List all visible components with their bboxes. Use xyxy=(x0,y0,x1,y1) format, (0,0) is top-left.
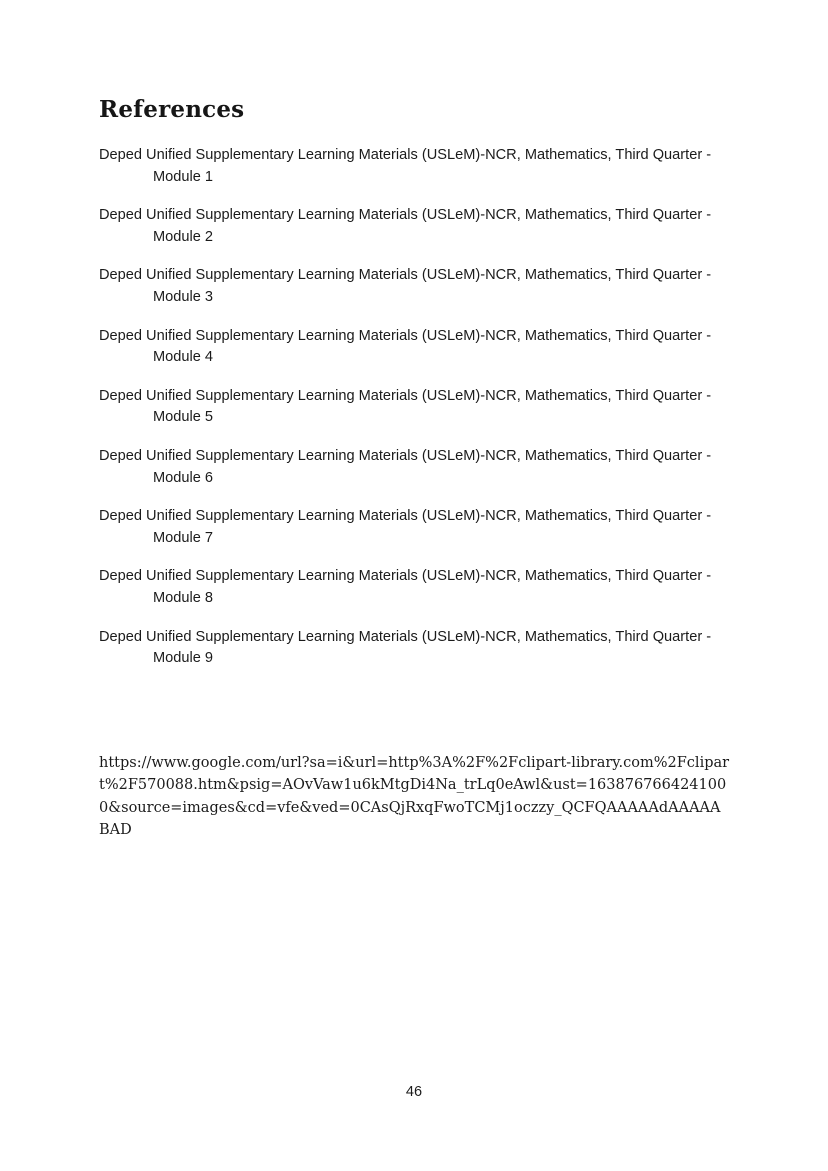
page-number: 46 xyxy=(405,1084,423,1100)
list-item: Deped Unified Supplementary Learning Materials (USLeM)-NCR, Mathematics, Third Quarter - Module 5 xyxy=(99,387,712,426)
reference-list xyxy=(99,145,729,670)
list-item: Deped Unified Supplementary Learning Materials (USLeM)-NCR, Mathematics, Third Quarter - Module 8 xyxy=(99,568,712,606)
page-title: References xyxy=(99,96,245,123)
source-url-text: https://www.google.com/url?sa=i&url=http%3A%2F%2Fclipart-library.com%2Fclipart%2F570088.htm&psig=AOvVaw1u6kMtgDi4Na_trLq0eAwl&ust=1638767664241000&source=images&cd=vfe&ved=0CAsQjRxqFwoTCMj1oczzy_QCFQAAAAAdAAAAABAD xyxy=(99,754,730,839)
list-item: Deped Unified Supplementary Learning Materials (USLeM)-NCR, Mathematics, Third Quarter - Module 6 xyxy=(99,447,712,486)
page-content xyxy=(99,96,729,842)
list-item: Deped Unified Supplementary Learning Materials (USLeM)-NCR, Mathematics, Third Quarter - Module 2 xyxy=(99,207,712,245)
list-item: Deped Unified Supplementary Learning Materials (USLeM)-NCR, Mathematics, Third Quarter - Module 3 xyxy=(99,267,712,305)
list-item: Deped Unified Supplementary Learning Materials (USLeM)-NCR, Mathematics, Third Quarter - Module 4 xyxy=(99,327,712,366)
list-item: Deped Unified Supplementary Learning Materials (USLeM)-NCR, Mathematics, Third Quarter - Module 9 xyxy=(99,628,712,667)
list-item: Deped Unified Supplementary Learning Materials (USLeM)-NCR, Mathematics, Third Quarter - Module 1 xyxy=(99,147,712,185)
list-item: Deped Unified Supplementary Learning Materials (USLeM)-NCR, Mathematics, Third Quarter - Module 7 xyxy=(99,508,712,546)
